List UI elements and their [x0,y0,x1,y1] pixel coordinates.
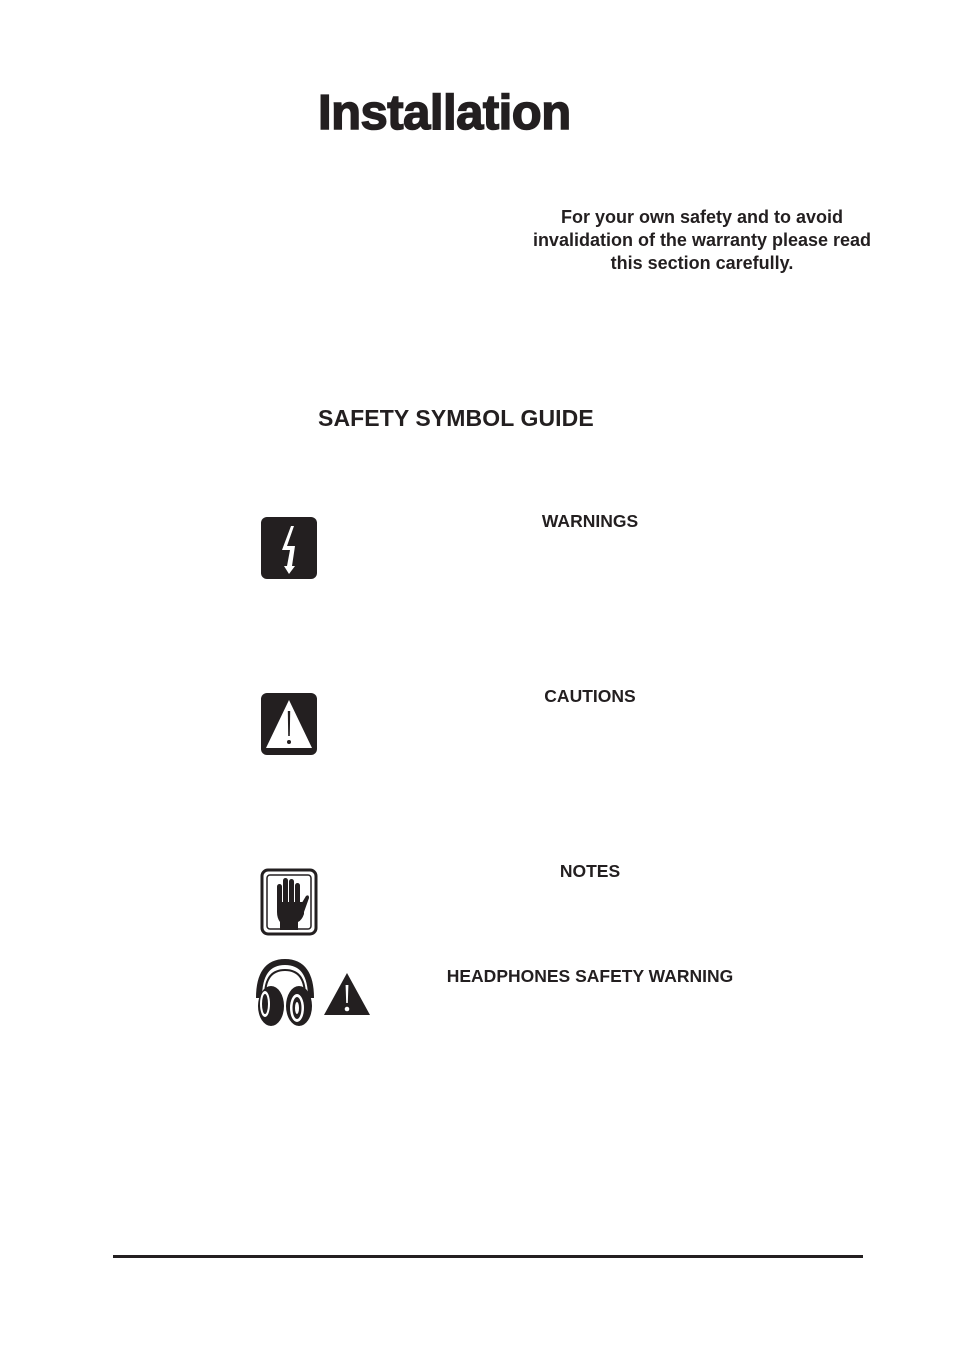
safety-intro-text: For your own safety and to avoid invalidation of the warranty please read this section carefully. [532,207,872,273]
footer-rule [113,1255,863,1258]
exclamation-triangle-icon [322,971,372,1017]
headphones-icon [251,956,319,1030]
headphones-safety-warning-label: HEADPHONES SAFETY WARNING [446,966,734,986]
exclamation-triangle-icon [260,692,318,756]
safety-symbol-guide-heading: SAFETY SYMBOL GUIDE [318,405,594,431]
cautions-label: CAUTIONS [544,686,636,706]
notes-label: NOTES [559,861,621,881]
lightning-bolt-icon [260,516,318,580]
page-title: Installation [318,86,571,140]
raised-hand-icon [260,868,318,936]
warnings-label: WARNINGS [541,511,639,531]
